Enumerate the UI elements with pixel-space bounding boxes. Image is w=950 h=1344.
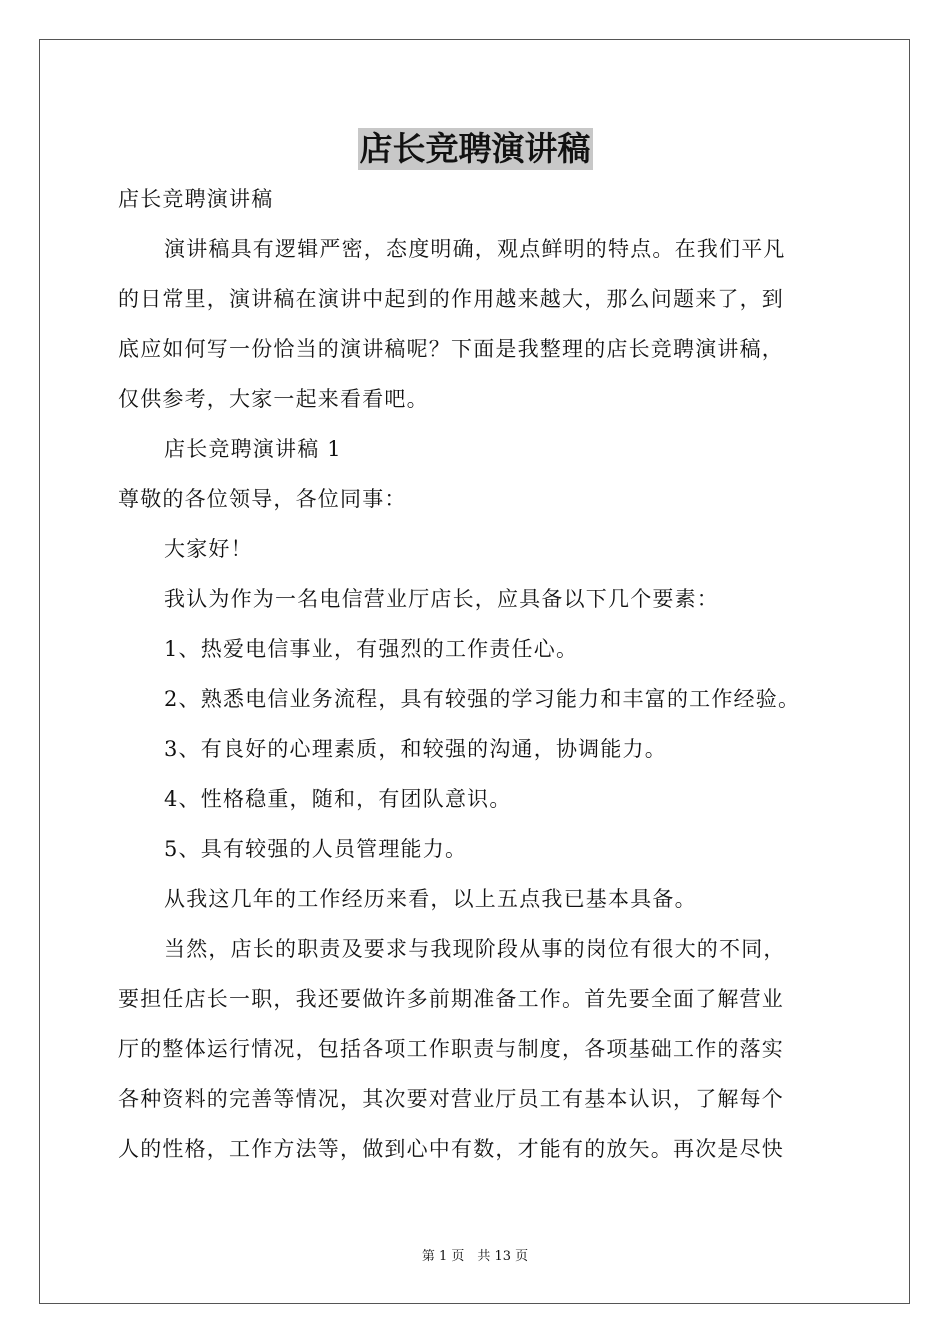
paragraph-line: 厅的整体运行情况，包括各项工作职责与制度，各项基础工作的落实: [118, 1037, 784, 1061]
paragraph-line: 要担任店长一职，我还要做许多前期准备工作。首先要全面了解营业: [118, 987, 784, 1011]
list-item: 4、性格稳重，随和，有团队意识。: [164, 787, 512, 811]
paragraph-line: 各种资料的完善等情况，其次要对营业厅员工有基本认识，了解每个: [118, 1087, 784, 1111]
paragraph-line: 从我这几年的工作经历来看，以上五点我已基本具备。: [164, 887, 697, 911]
page-footer: 第 1 页 共 13 页: [421, 1249, 529, 1264]
salutation: 尊敬的各位领导，各位同事：: [118, 487, 407, 511]
document-title: 店长竞聘演讲稿: [359, 129, 591, 168]
list-item: 3、有良好的心理素质，和较强的沟通，协调能力。: [164, 737, 667, 761]
paragraph-line: 当然，店长的职责及要求与我现阶段从事的岗位有很大的不同，: [164, 937, 786, 961]
paragraph-line: 底应如何写一份恰当的演讲稿呢？下面是我整理的店长竞聘演讲稿，: [118, 337, 784, 361]
paragraph-line: 我认为作为一名电信营业厅店长，应具备以下几个要素：: [164, 587, 719, 611]
paragraph-line: 人的性格，工作方法等，做到心中有数，才能有的放矢。再次是尽快: [118, 1137, 784, 1161]
paragraph-line: 演讲稿具有逻辑严密，态度明确，观点鲜明的特点。在我们平凡: [164, 237, 786, 261]
list-item: 1、热爱电信事业，有强烈的工作责任心。: [164, 637, 579, 661]
page-border: [39, 39, 910, 1304]
title-container: [0, 128, 950, 170]
list-item: 5、具有较强的人员管理能力。: [164, 837, 468, 861]
document-subtitle: 店长竞聘演讲稿: [118, 187, 274, 211]
paragraph-line: 的日常里，演讲稿在演讲中起到的作用越来越大，那么问题来了，到: [118, 287, 784, 311]
greeting: 大家好！: [164, 537, 253, 561]
section-heading: 店长竞聘演讲稿 1: [164, 437, 342, 461]
list-item: 2、熟悉电信业务流程，具有较强的学习能力和丰富的工作经验。: [164, 687, 801, 711]
paragraph-line: 仅供参考，大家一起来看看吧。: [118, 387, 429, 411]
